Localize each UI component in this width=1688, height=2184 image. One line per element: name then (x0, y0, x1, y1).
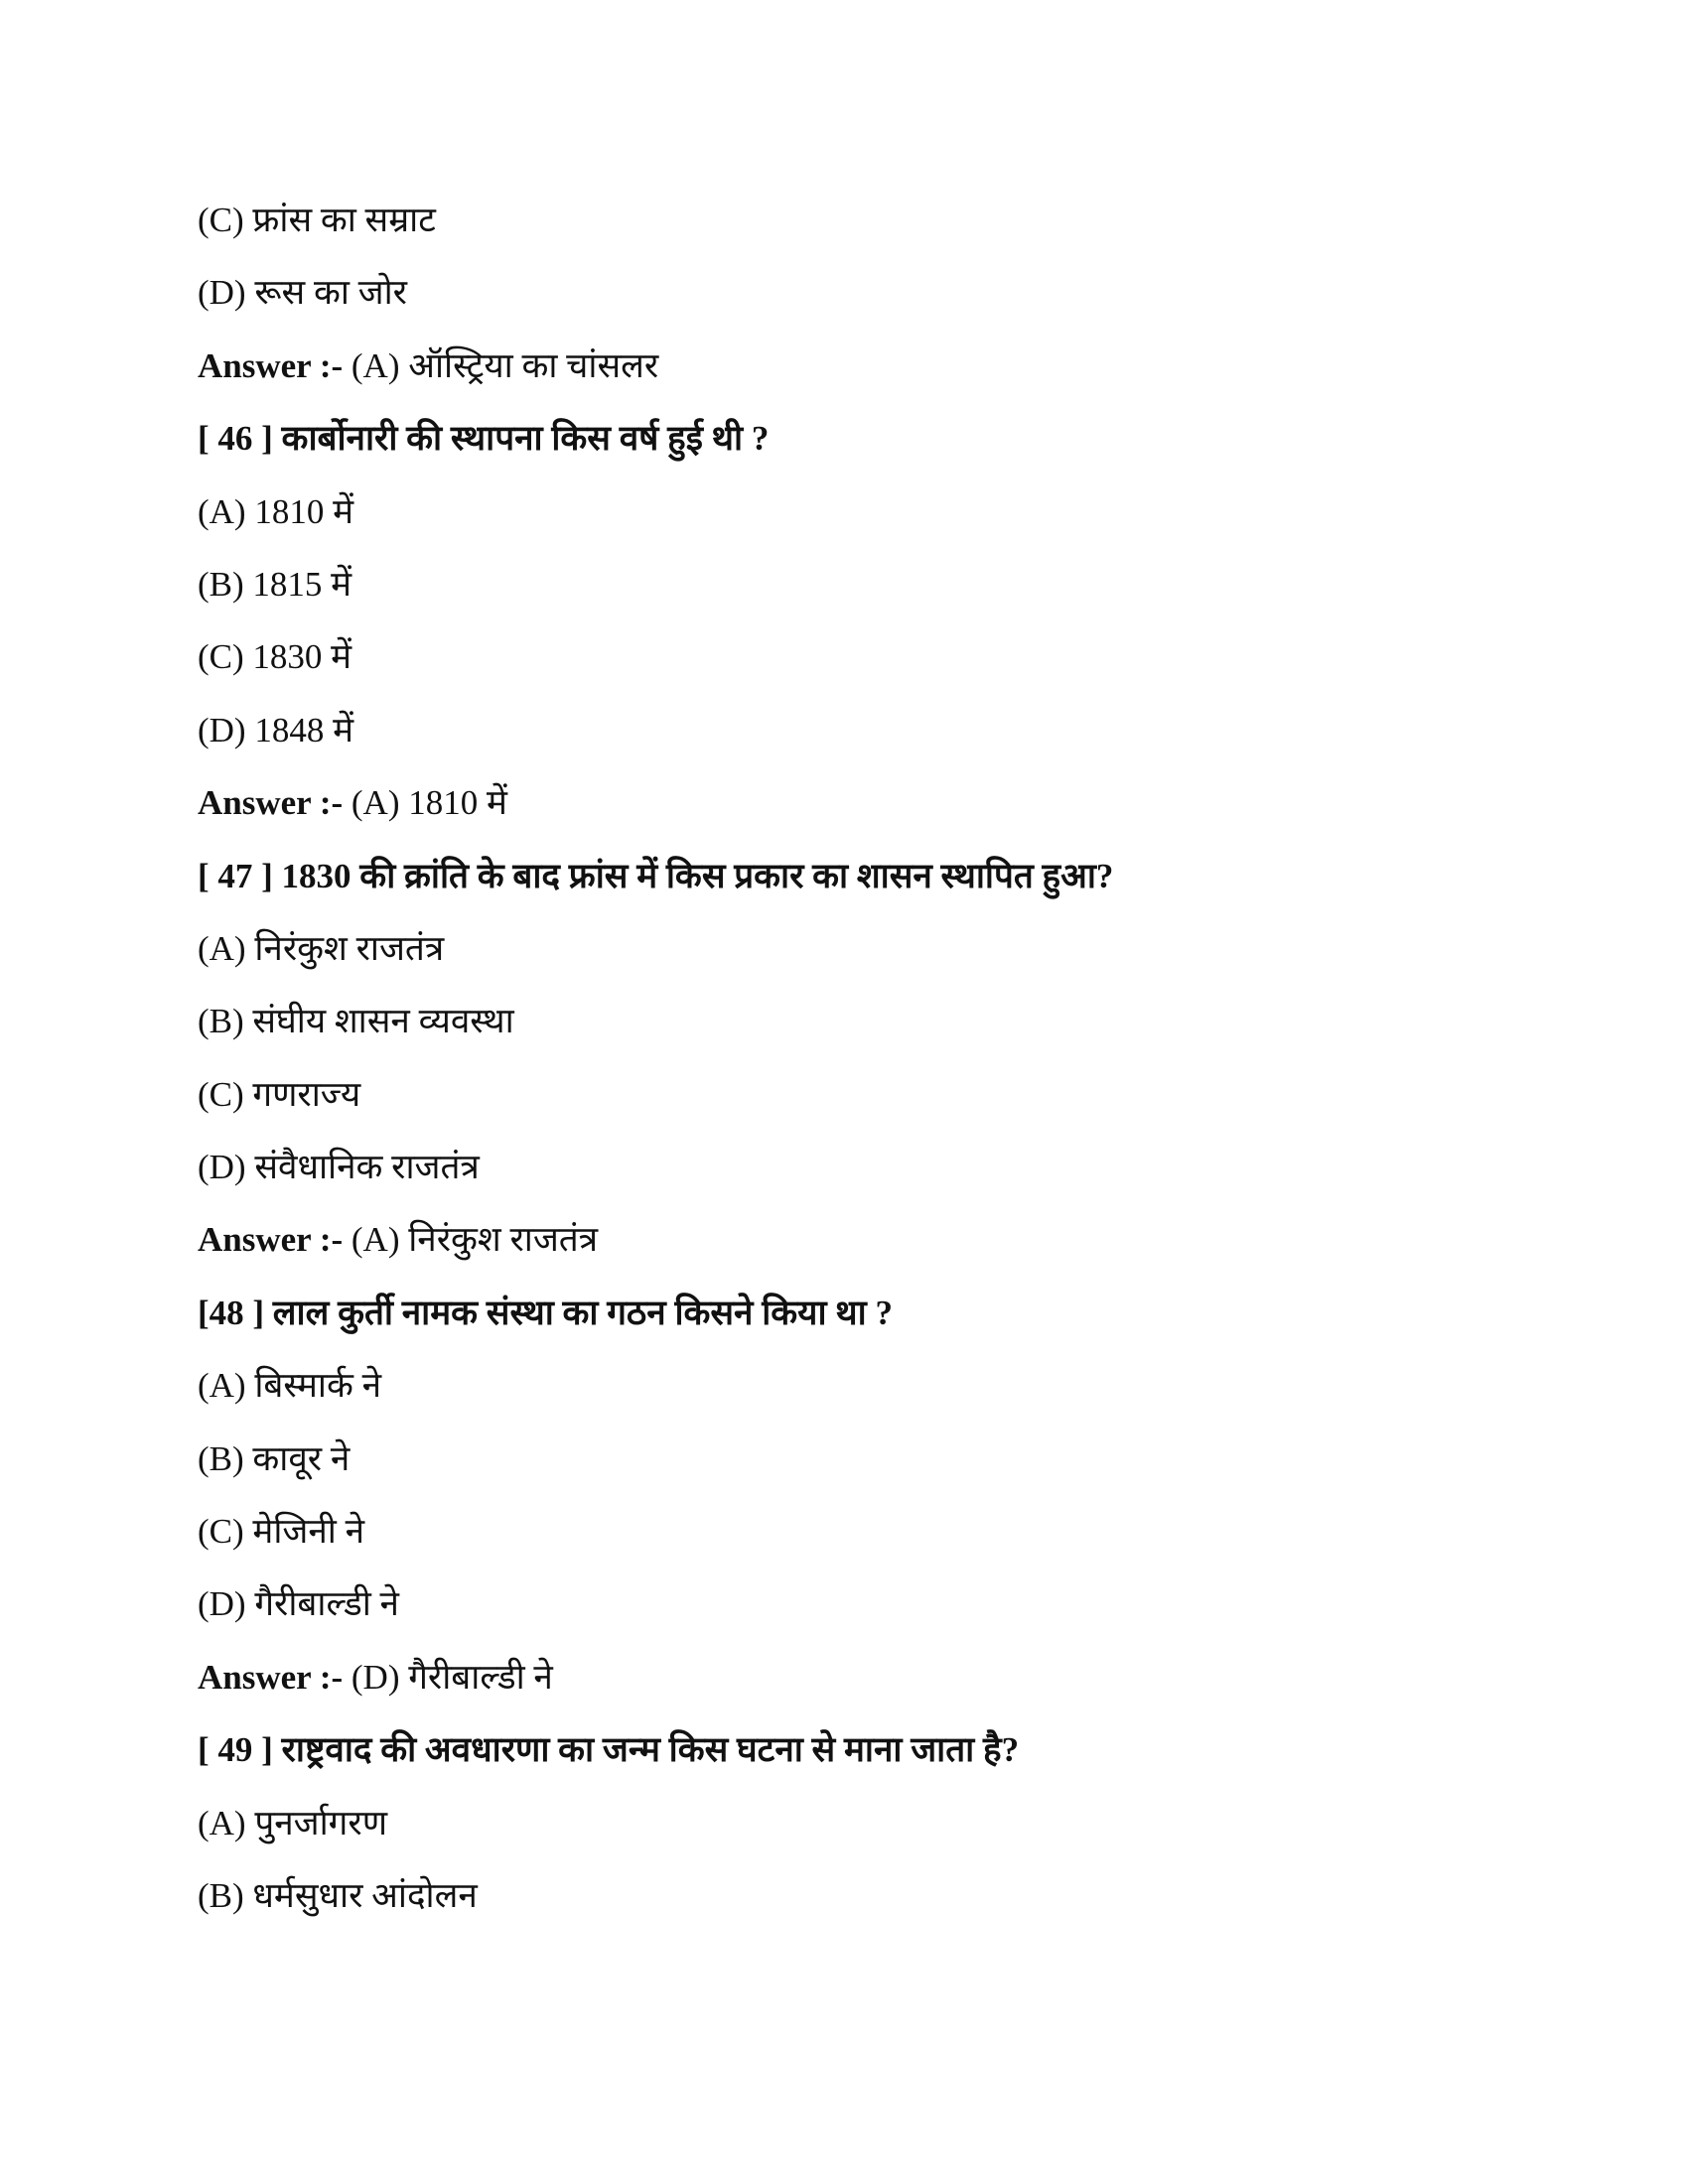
option-text: (A) निरंकुश राजतंत्र (198, 928, 445, 968)
answer-label: Answer :- (198, 345, 344, 385)
question-text: [ 46 ] कार्बोनारी की स्थापना किस वर्ष हुई थी ? (198, 419, 770, 459)
answer-label: Answer :- (198, 783, 344, 823)
answer-label: Answer :- (198, 1220, 344, 1260)
option-text: (C) फ्रांस का सम्राट (198, 201, 436, 239)
option-text: (C) मेजिनी ने (198, 1512, 365, 1552)
question-text: [ 49 ] राष्ट्रवाद की अवधारणा का जन्म किस घटना से माना जाता है? (198, 1730, 1020, 1770)
question-text: [48 ] लाल कुर्ती नामक संस्था का गठन किसने किया था ? (198, 1293, 893, 1332)
answer-label: Answer :- (198, 1657, 344, 1697)
answer-line (198, 337, 1538, 409)
option-text: (A) पुनर्जागरण (198, 1803, 388, 1843)
question-text: [ 47 ] 1830 की क्रांति के बाद फ्रांस में किस प्रकार का शासन स्थापित हुआ? (198, 856, 1114, 895)
answer-text: (D) गैरीबाल्डी ने (343, 1657, 553, 1697)
option-text: (C) 1830 में (198, 637, 352, 677)
answer-line (198, 1210, 1538, 1283)
option-text: (B) 1815 में (198, 564, 352, 604)
answer-line (198, 773, 1538, 846)
answer-text: (A) 1810 में (343, 783, 507, 823)
option-text: (B) धर्मसुधार आंदोलन (198, 1875, 478, 1915)
option-text: (D) गैरीबाल्डी ने (198, 1584, 399, 1624)
option-text: (C) गणराज्य (198, 1074, 361, 1114)
answer-text: (A) ऑस्ट्रिया का चांसलर (343, 345, 659, 385)
option-text: (D) संवैधानिक राजतंत्र (198, 1148, 480, 1187)
answer-text: (A) निरंकुश राजतंत्र (343, 1220, 599, 1260)
option-text: (B) संघीय शासन व्यवस्था (198, 1002, 514, 1041)
option-text: (D) रूस का जोर (198, 273, 407, 313)
option-text: (B) कावूर ने (198, 1438, 351, 1478)
option-text: (A) 1810 में (198, 491, 354, 531)
document-content (198, 191, 1538, 1939)
answer-line (198, 1648, 1538, 1720)
option-text: (A) बिस्मार्क ने (198, 1366, 382, 1406)
option-text: (D) 1848 में (198, 710, 354, 750)
